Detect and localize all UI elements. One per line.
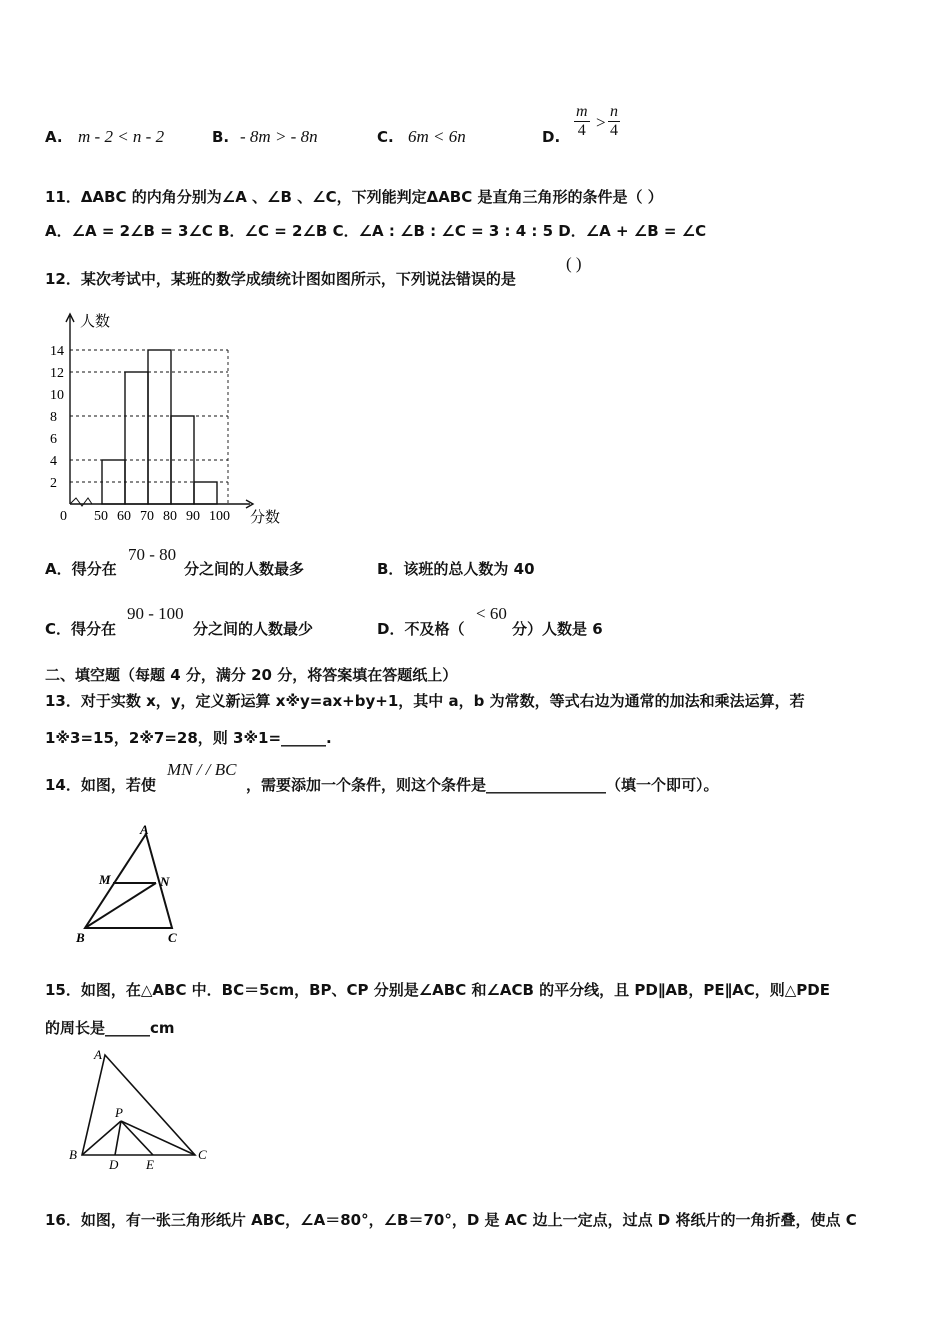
fraction-denominator: 4: [610, 122, 618, 139]
x-tick-label: 90: [186, 509, 200, 524]
fraction-numerator: m: [576, 103, 588, 120]
q12-option-a-prefix: A．得分在: [45, 560, 117, 578]
q12-option-c-range: 90 - 100: [127, 604, 184, 623]
q10-option-c-expr: 6m < 6n: [408, 127, 466, 146]
bar-70-80: [148, 350, 171, 504]
q10-option-d-label: D.: [542, 128, 561, 146]
segment-pe: [121, 1121, 153, 1155]
segment-bn: [85, 883, 156, 928]
label-a: A: [140, 822, 149, 837]
y-tick-label: 2: [50, 476, 57, 491]
q14-suffix: ，需要添加一个条件，则这个条件是________________（填一个即可）。: [246, 776, 719, 794]
q10-option-d-fraction-left: [574, 103, 590, 140]
q10-option-a-expr: m - 2 < n - 2: [78, 127, 165, 146]
q12-option-d-range: < 60: [476, 604, 507, 623]
q16-line-1: 16．如图，有一张三角形纸片 ABC，∠A＝80°，∠B＝70°，D 是 AC 边上一定点，过点 D 将纸片的一角折叠，使点 C: [45, 1211, 857, 1229]
q12-option-a-range: 70 - 80: [128, 545, 177, 564]
label-a: A: [94, 1047, 102, 1062]
label-c: C: [198, 1147, 207, 1162]
y-tick-label: 12: [50, 366, 64, 381]
label-e: E: [146, 1157, 154, 1172]
bar-60-70: [125, 372, 148, 504]
fraction-numerator: n: [610, 103, 618, 120]
x-axis-title: 分数: [250, 510, 281, 526]
x-tick-label: 80: [163, 509, 177, 524]
label-p: P: [115, 1105, 123, 1120]
segment-cp: [121, 1121, 195, 1155]
q10-option-c-label: C.: [377, 128, 394, 146]
x-tick-label: 100: [209, 509, 230, 524]
y-tick-label: 6: [50, 432, 57, 447]
y-tick-label: 10: [50, 388, 64, 403]
q15-line-1: 15．如图，在△ABC 中．BC＝5cm，BP、CP 分别是∠ABC 和∠ACB 的平分线，且 PD∥AB，PE∥AC，则△PDE: [45, 981, 830, 999]
q13-line-2: 1※3=15，2※7=28，则 3※1=______.: [45, 729, 332, 747]
q12-option-d-prefix: D．不及格（: [377, 620, 465, 638]
q14-condition-math: MN / / BC: [167, 760, 237, 779]
label-d: D: [109, 1157, 119, 1172]
y-tick-label: 8: [50, 410, 57, 425]
q10-option-a-label: A.: [45, 128, 63, 146]
fraction-denominator: 4: [577, 122, 586, 139]
q12-answer-paren: ( ): [566, 254, 582, 273]
y-tick-label: 4: [50, 454, 57, 469]
q10-option-d-fraction-right: [608, 103, 620, 140]
label-n: N: [160, 874, 170, 889]
q12-stem: 12．某次考试中，某班的数学成绩统计图如图所示，下列说法错误的是: [45, 270, 516, 288]
q12-option-d-suffix: 分）人数是 6: [512, 620, 603, 638]
q14-triangle-figure: [70, 820, 200, 950]
y-tick-label: 14: [50, 344, 64, 359]
x-tick-label: 50: [94, 509, 108, 524]
q10-option-b-expr: - 8m > - 8n: [240, 127, 318, 146]
x-tick-label: 60: [117, 509, 131, 524]
x-tick-label: 70: [140, 509, 154, 524]
bar-90-100: [194, 482, 217, 504]
origin-label: 0: [60, 509, 67, 524]
q12-bar-chart: [40, 308, 300, 538]
q11-stem: 11．ΔABC 的内角分别为∠A 、∠B 、∠C，下列能判定ΔABC 是直角三角形的条件是（ ）: [45, 188, 663, 206]
q10-option-b-label: B.: [212, 128, 230, 146]
q11-options: A．∠A = 2∠B = 3∠C B．∠C = 2∠B C．∠A : ∠B : ∠C = 3 : 4 : 5 D．∠A + ∠B = ∠C: [45, 222, 707, 240]
q12-option-b: B．该班的总人数为 40: [377, 560, 535, 578]
label-b: B: [76, 930, 85, 945]
axis-break-mark: [70, 498, 92, 506]
label-b: B: [69, 1147, 77, 1162]
y-axis-title: 人数: [80, 314, 111, 330]
label-m: M: [99, 872, 111, 887]
q13-line-1: 13．对于实数 x，y，定义新运算 x※y=ax+by+1，其中 a，b 为常数，等式右边为通常的加法和乘法运算，若: [45, 692, 805, 710]
q12-option-a-suffix: 分之间的人数最多: [184, 560, 305, 578]
q14-prefix: 14．如图，若使: [45, 776, 156, 794]
q15-line-2: 的周长是______cm: [45, 1019, 175, 1037]
q15-triangle-figure: [65, 1045, 215, 1175]
q12-option-c-prefix: C．得分在: [45, 620, 117, 638]
q12-option-c-suffix: 分之间的人数最少: [193, 620, 314, 638]
label-c: C: [168, 930, 177, 945]
section-heading-fill-blank: 二、填空题（每题 4 分，满分 20 分，将答案填在答题纸上）: [45, 666, 458, 684]
q10-option-d-operator: >: [596, 113, 606, 132]
